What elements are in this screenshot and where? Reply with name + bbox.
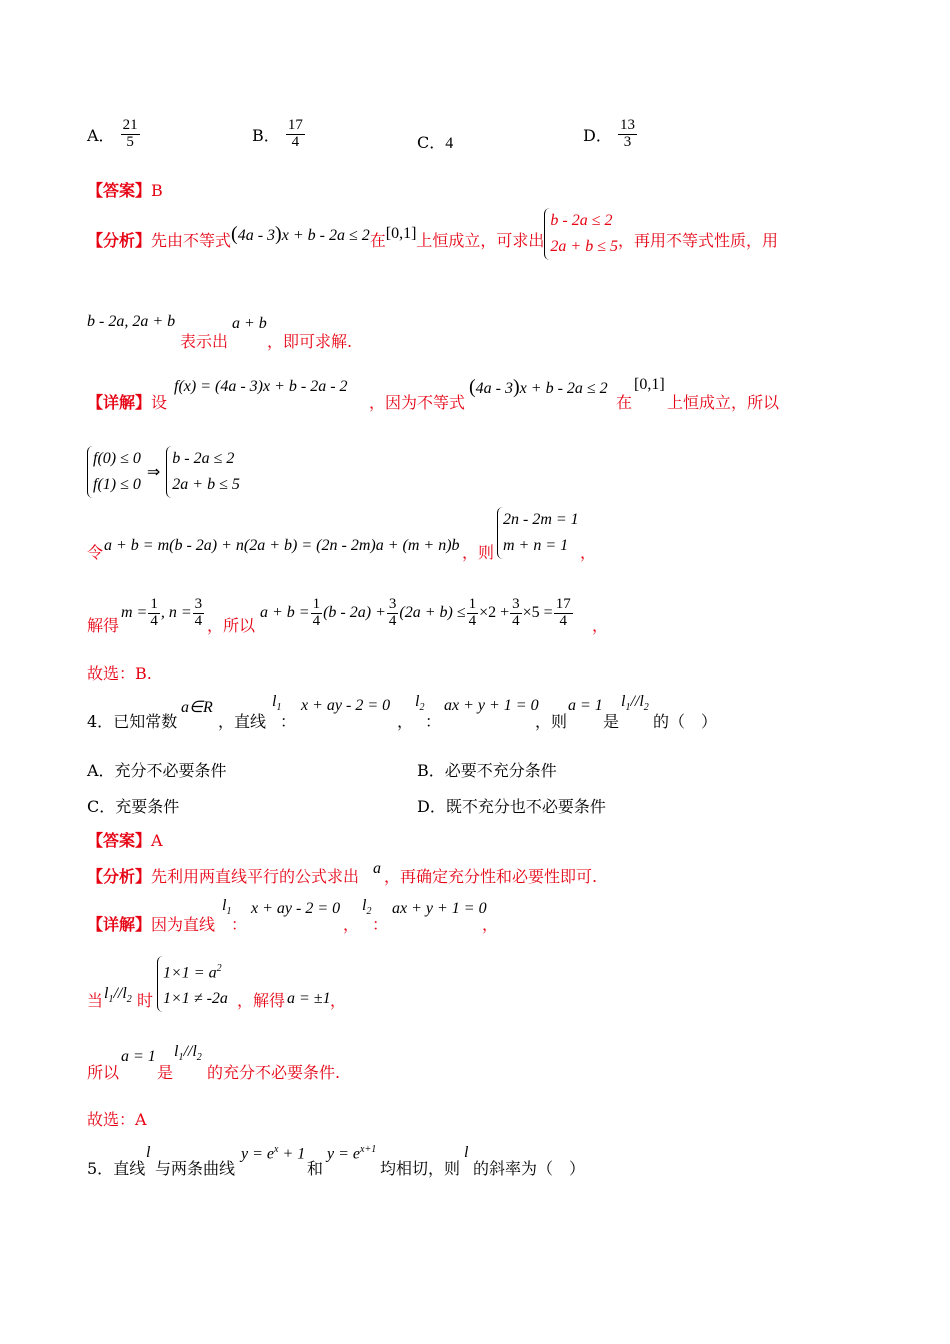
analysis-text: 表示出: [180, 332, 229, 351]
formula: $l_1//l_2$: [621, 693, 649, 714]
detail-text: 在: [616, 393, 633, 412]
formula: a = 1: [121, 1048, 156, 1065]
detail-text: ，所以: [207, 616, 256, 635]
q5-text: 与两条曲线: [155, 1159, 236, 1178]
detail-text: ，因为不等式: [369, 393, 466, 412]
q4-text: ：: [280, 712, 297, 731]
formula: a + b: [232, 315, 267, 332]
formula: ax + y + 1 = 0: [392, 900, 487, 917]
q4-text: ，: [397, 712, 414, 731]
q3-option-c: C．4: [417, 133, 454, 152]
q5-text: 均相切，则: [380, 1159, 461, 1178]
line-l: l: [464, 1144, 469, 1161]
option-label: A．: [87, 125, 115, 145]
line-l2: $l_2$: [362, 897, 372, 918]
interval: [0,1]: [385, 225, 417, 242]
formula: (4a - 3)x + b - 2a ≤ 2: [469, 376, 608, 398]
q4-option-b: B．必要不充分条件: [417, 761, 557, 780]
q5-text: 和: [307, 1159, 324, 1178]
detail-text: ：: [231, 915, 248, 934]
fraction: $\frac{21}{5}$: [122, 117, 138, 150]
detail-text: ，: [580, 543, 597, 562]
detail-text: 时: [137, 991, 154, 1010]
line-l1: $l_1$: [222, 897, 232, 918]
q4-text: ，直线: [218, 712, 267, 731]
detail-text: ：: [372, 915, 389, 934]
q5-text: 的斜率为（ ）: [473, 1159, 586, 1178]
formula: x + ay - 2 = 0: [251, 900, 341, 917]
inequality-system: f(0) ≤ 0 f(1) ≤ 0 ⇒ b - 2a ≤ 2 2a + b ≤ 5: [87, 446, 240, 498]
q4-text: ，则: [535, 712, 568, 731]
formula: $y = e^{x+1}$: [327, 1144, 377, 1163]
q4-text: 是: [603, 712, 620, 731]
q5-stem: 5．直线: [87, 1159, 146, 1178]
detail-text: 当: [87, 991, 104, 1010]
formula: a + b = m(b - 2a) + n(2a + b) = (2n - 2m)a + (m + n)b: [104, 537, 460, 554]
q3-option-b: [252, 118, 306, 151]
formula: ax + y + 1 = 0: [444, 697, 539, 714]
q3-answer: 【答案】B: [87, 181, 163, 200]
option-label: C．: [417, 133, 446, 152]
line-l: l: [146, 1144, 151, 1161]
q4-text: ：: [425, 712, 442, 731]
q3-conclusion: 故选：B.: [87, 664, 152, 683]
q4-detail-line1: 【详解】因为直线: [87, 915, 216, 934]
detail-text: 所以: [87, 1063, 120, 1082]
q4-text: 的（ ）: [653, 712, 718, 731]
formula: $l_1//l_2$: [104, 985, 132, 1006]
detail-text: 解得: [87, 616, 120, 635]
q4-option-c: C．充要条件: [87, 797, 180, 816]
formula: $y = e^x + 1$: [241, 1144, 306, 1163]
formula: a = 1: [568, 697, 603, 714]
line-l2: $l_2$: [415, 693, 425, 714]
formula: a: [373, 860, 381, 877]
q3-option-d: [583, 118, 638, 151]
analysis-text: ，再确定充分性和必要性即可.: [384, 867, 598, 886]
fraction: $\frac{13}{3}$: [619, 117, 635, 150]
interval: [0,1]: [634, 376, 665, 393]
detail-text: 的充分不必要条件.: [207, 1063, 341, 1082]
formula: x + ay - 2 = 0: [301, 697, 391, 714]
formula: f(x) = (4a - 3)x + b - 2a - 2: [174, 378, 348, 395]
analysis-text: ，即可求解.: [267, 332, 353, 351]
result-formula: a + b = $\frac{1}{4}$ (b - 2a) + $\frac{3}{4}$ (2a + b) ≤ $\frac{1}{4}$ ×2 + $\frac{3}{4}$ ×5 = $\frac{17}{4}$: [260, 596, 571, 629]
detail-text: 上恒成立，所以: [667, 393, 780, 412]
q4-option-d: D．既不充分也不必要条件: [417, 797, 606, 816]
equation-system: 2n - 2m = 1 m + n = 1: [497, 507, 579, 559]
line-l1: $l_1$: [272, 693, 282, 714]
option-label: D．: [583, 125, 612, 145]
detail-text: ，则: [462, 543, 495, 562]
q4-answer: 【答案】A: [87, 831, 163, 850]
detail-text: 令: [87, 543, 104, 562]
formula: $l_1//l_2$: [174, 1043, 202, 1064]
detail-text: ，: [343, 915, 360, 934]
detail-text: ，: [482, 915, 499, 934]
option-label: B．: [252, 125, 280, 145]
q4-option-a: A．充分不必要条件: [87, 761, 227, 780]
q3-option-a: [87, 118, 141, 151]
formula: a = ±1: [287, 990, 331, 1007]
equation-system: $1\times 1 = a^2$ 1×1 ≠ -2a: [157, 956, 228, 1012]
q4-analysis: 【分析】先利用两直线平行的公式求出: [87, 867, 360, 886]
detail-text: ，: [592, 616, 609, 635]
detail-text: 是: [157, 1063, 174, 1082]
q3-detail-line1: 【详解】设: [87, 393, 168, 412]
solution-formula: m = $\frac{1}{4}$ , n = $\frac{3}{4}$: [121, 596, 203, 629]
detail-text: ，解得: [237, 991, 286, 1010]
q3-analysis: 【分析】 先由不等式 (4a - 3)x + b - 2a ≤ 2 在 [0,1] 上恒成立，可求出 b - 2a ≤ 2 2a + b ≤ 5 ，再用不等式性质，用: [87, 209, 778, 269]
formula: b - 2a, 2a + b: [87, 313, 176, 330]
fraction: $\frac{17}{4}$: [287, 117, 303, 150]
formula: a∈R: [181, 699, 213, 716]
q4-conclusion: 故选：A: [87, 1110, 147, 1129]
q4-stem: 4．已知常数: [87, 712, 178, 731]
formula: (4a - 3)x + b - 2a ≤ 2: [231, 222, 370, 245]
inequality-system: b - 2a ≤ 2 2a + b ≤ 5: [544, 208, 618, 260]
detail-text: ，: [330, 991, 347, 1010]
